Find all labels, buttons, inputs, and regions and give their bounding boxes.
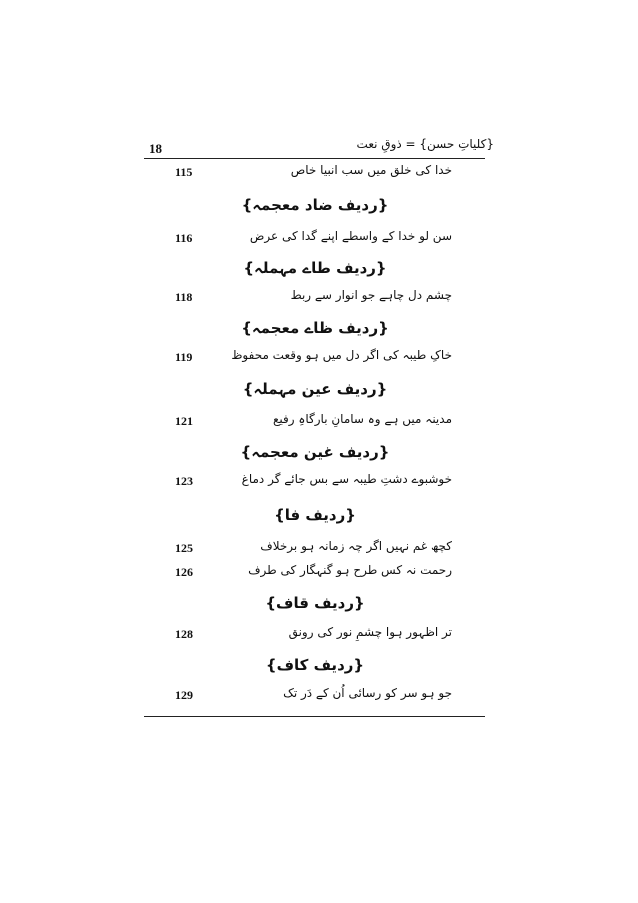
section-heading: {ردیف قاف} [265, 594, 365, 612]
entry-page: 126 [175, 565, 193, 579]
entry-title: جو ہو سر کو رسائی اُن کے دَر تک [283, 686, 452, 700]
entry-page: 129 [175, 688, 193, 702]
entry-title: سن لو خدا کے واسطے اپنے گدا کی عرض [249, 229, 452, 243]
section-heading: {ردیف غین معجمہ} [240, 443, 390, 461]
section-heading: {ردیف ضاد معجمہ} [241, 196, 389, 214]
toc-entry[interactable] [150, 163, 480, 183]
entry-page: 121 [175, 414, 193, 428]
entry-title: رحمت نہ کس طرح ہو گنہگار کی طرف [248, 563, 452, 577]
toc-entry[interactable] [150, 539, 480, 559]
entry-page: 128 [175, 627, 193, 641]
entry-page: 118 [175, 290, 193, 304]
entry-title: تر اظہور ہوا چشمِ نور کی رونق [288, 625, 452, 639]
entry-title: خوشبوے دشتِ طیبہ سے بس جائے گر دماغ [241, 472, 452, 486]
toc-entry[interactable] [150, 686, 480, 706]
toc-entry[interactable] [150, 412, 480, 432]
section-heading: {ردیف طاے مہملہ} [243, 259, 387, 277]
entry-title: خدا کی خلق میں سب انبیا خاص [290, 163, 452, 177]
toc-entry[interactable] [150, 348, 480, 368]
toc-entry[interactable] [150, 563, 480, 583]
entry-title: چشم دل چاہے جو انوار سے ربط [290, 288, 452, 302]
toc-entry[interactable] [150, 472, 480, 492]
section-heading: {ردیف عین مہملہ} [242, 380, 388, 398]
toc-entry[interactable] [150, 288, 480, 308]
running-title: {کلیاتِ حسن} = ذوقِ نعت [356, 137, 494, 151]
section-heading: {ردیف ظاے معجمہ} [241, 319, 389, 337]
entry-title: خاکِ طیبہ کی اگر دل میں ہو وقعت محفوظ [231, 348, 452, 362]
entry-page: 115 [175, 165, 193, 179]
entry-title: کچھ غم نہیں اگر چہ زمانہ ہو برخلاف [260, 539, 452, 553]
toc-entry[interactable] [150, 229, 480, 249]
entry-page: 116 [175, 231, 193, 245]
section-heading: {ردیف فا} [274, 506, 356, 524]
entry-page: 123 [175, 474, 193, 488]
entry-page: 119 [175, 350, 193, 364]
entry-title: مدینہ میں ہے وہ سامانِ بارگاہِ رفیع [272, 412, 452, 426]
toc-entry[interactable] [150, 625, 480, 645]
header-rule [144, 158, 485, 159]
entry-page: 125 [175, 541, 193, 555]
page-number: 18 [149, 141, 162, 156]
footer-rule [144, 716, 485, 717]
section-heading: {ردیف کاف} [265, 656, 365, 674]
